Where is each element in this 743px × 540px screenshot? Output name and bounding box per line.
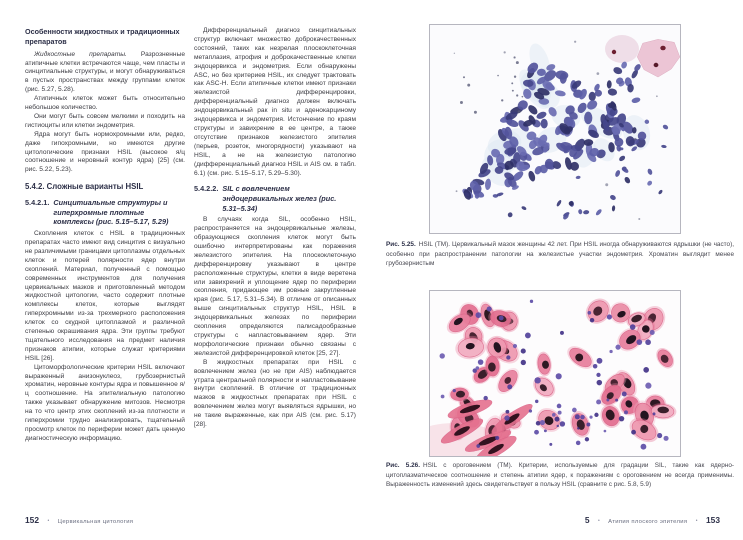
footer-bullet: •: [47, 517, 50, 524]
figure-5-25: [429, 24, 681, 234]
figure-label: Рис. 5.26.: [386, 462, 420, 469]
right-page-footer: [380, 510, 720, 528]
figure-label: Рис. 5.25.: [386, 241, 416, 248]
subsection-heading: [25, 198, 185, 227]
micrograph-hsil-syncytial-cluster: [430, 25, 680, 233]
paragraph: [25, 51, 185, 96]
paragraph: Ядра могут быть нормохромными или, редко, даже гипохромными, но имеются другие цитологические признаки HSIL (высокое я/ц соотношение и неровный контур ядра) [25] (см. рис. 5.22, 5.23).: [25, 130, 185, 174]
paragraph: Они могут быть совсем мелкими и походить на гистиоциты или клетки эндометрия.: [25, 112, 185, 129]
paragraph-text: Разрозненные атипичные клетки встречаются чаще, чем пласты и синцитиальные структуры, и могут обнаруживаться в пустых пространствах между группами клеток (рис. 5.27, 5.28).: [25, 50, 185, 94]
paragraph: Дифференциальный диагноз синцитиальных структур включает множество доброкачественных состояний, таких как незрелая плоскоклеточная метаплазия, атрофия и доброкачественные клетки эндоцервикса и эндометрия. Если обнаружены ASC, но без критериев HSIL, их следует трактовать как ASC-H. Если атипичные клетки имеют признаки железистой дифференцировки, дифференциальный диагноз должен включать эндоцервикальный рак in situ и аденокарциному эндоцервикса и эндометрия. Истончение по краям структуры и завихрение в ее центре, а также отсутствие признаков железистого эпителия (перьев, розеток, многорядности) указывают на HSIL, а не на железистую патологию (дифференциальный диагноз HSIL и AIS см. в табл. 6.1) (см. рис. 5.15–5.17, 5.29–5.30).: [194, 27, 356, 177]
footer-bullet: •: [597, 517, 600, 524]
left-column-1: [25, 27, 185, 495]
paragraph: В жидкостных препаратах при HSIL с вовлечением желез (но не при AIS) наблюдается утрата центральной полярности и напластовывание внутри скоплений. В отличие от традиционных мазков в жидкостных препаратах при HSIL с вовлечением желез могут выявляться ядрышки, но не такие выраженные, как при AIS (см. рис. 5.17) [28].: [194, 358, 356, 429]
paragraph: В случаях когда SIL, особенно HSIL, распространяется на эндоцервикальные железы, образующиеся скопления клеток могут быть ошибочно интерпретированы как поражения железистого эпителия. На плоскоклеточную дифференцировку указывают в центре расположенные структуры, клетки в виде веретена или завихрений и уплощение ядер по периферии скопления, придающее им ровные закругленные края (рис. 5.17, 5.31–5.34). В отличие от описанных выше синцитиальных структур HSIL, HSIL в эндоцервикальных железах по периферии скопления определяются палисадообразные структуры с напластовыванием ядер. Эти морфологические признаки обычно связаны с железистой дифференцировкой клеток [25, 27].: [194, 216, 356, 357]
subsection-number: 5.4.2.2.: [194, 184, 219, 194]
subsection-title: SIL с вовлечением эндоцервикальных желез (рис. 5.31–5.34): [222, 184, 337, 213]
run-in-header: Особенности жидкостных и традиционных препаратов: [25, 27, 180, 46]
footer-bullet: •: [695, 517, 698, 524]
chapter-number: 5: [584, 515, 590, 525]
left-page-footer: [25, 510, 133, 528]
figure-caption-text: HSIL с ороговением (ТМ). Критерии, используемые для градации SIL, такие как ядерно-цитоплазматическое соотношение и степень атипии ядер, к поражениям с ороговением не всегда применимы. Выраженность изменений здесь свидетельствует в пользу HSIL (сравните с рис. 5.8, 5.9): [386, 462, 735, 489]
micrograph-hsil-keratinizing-cells: [430, 291, 680, 456]
subsection-number: 5.4.2.1.: [25, 198, 50, 208]
subsection-heading: [194, 184, 356, 213]
left-column-2: [194, 27, 356, 495]
figure-5-26: [429, 290, 681, 457]
subsection-title: Синцитиальные структуры и гиперхромные плотные комплексы (рис. 5.15–5.17, 5.29): [53, 198, 169, 227]
paragraph: Цитоморфологические критерии HSIL включают выраженный анизонуклеоз, грубозернистый хроматин, неровные контуры ядра и повышенное я/ц соотношение. На эпителиальную патологию также указывает обнаружение митозов. Несмотря на то что центр этих скоплений из-за плотности и гиперхромии трудно анализировать, тщательный просмотр клеток по периферии может дать ценную диагностическую информацию.: [25, 363, 185, 442]
book-title-footer: Цервикальная цитология: [57, 519, 134, 525]
section-heading: 5.4.2. Сложные варианты HSIL: [25, 182, 144, 192]
paragraph: Атипичных клеток может быть относительно небольшое количество.: [25, 95, 185, 112]
figure-caption-text: HSIL (ТМ). Цервикальный мазок женщины 42 лет. При HSIL иногда обнаруживаются ядрышки (не часто), особенно при распространении патологии на железистые участки эндометрия. Хроматин выглядит менее грубозернистым: [386, 241, 734, 268]
figure-caption: [386, 461, 734, 490]
figure-caption: [386, 240, 734, 269]
paragraph: Скопления клеток с HSIL в традиционных препаратах часто имеют вид синцития с визуально не различимыми границами цитоплазмы отдельных клеток и потерей полярности ядер внутри скоплений. Материал, полученный с помощью современных инструментов для получения цервикальных мазков и приготовленный методом жидкостной цитологии, часто содержит плотные комплексы клеток, которые выглядят гиперхромными из-за трехмерного расположения клеток со скудной цитоплазмой и различной степенью окрашивания ядра. Эти группы требуют тщательного исследования на предмет наличия признаков атипии, которые служат критериями HSIL [26].: [25, 230, 185, 362]
page-number: 153: [706, 515, 720, 525]
page-number: 152: [25, 515, 39, 525]
paragraph-lead-italic: Жидкостные препараты.: [34, 50, 127, 58]
chapter-title-footer: Атипия плоского эпителия: [608, 519, 688, 525]
